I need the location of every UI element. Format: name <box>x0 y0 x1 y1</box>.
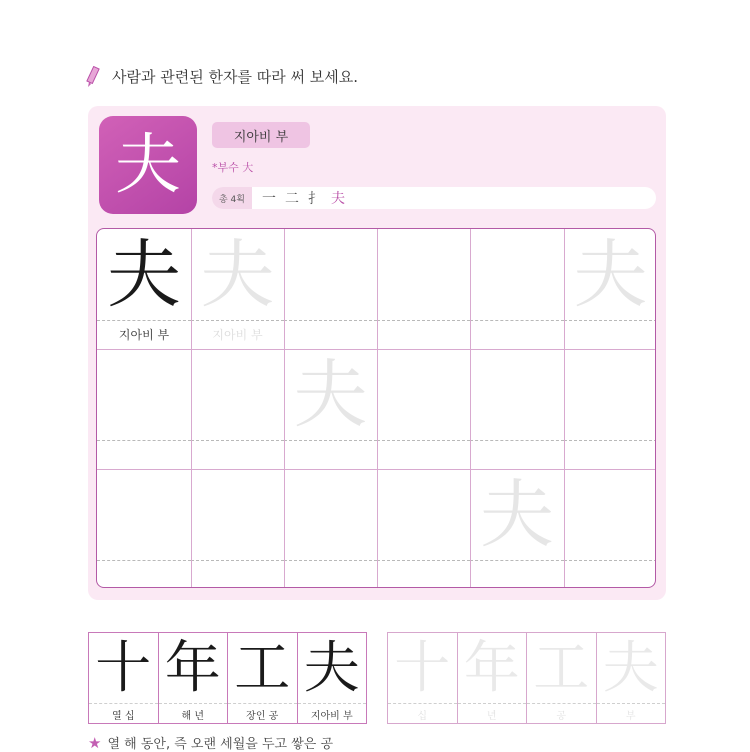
vocab-example-label: 열 십 <box>112 711 135 722</box>
vocab-example-cell <box>228 633 298 723</box>
grid-divider <box>97 469 655 470</box>
stroke-steps <box>262 188 345 208</box>
meaning-badge: 지아비 부 <box>212 122 310 148</box>
guide-line <box>159 703 228 704</box>
vocab-trace-char: 十 <box>394 636 451 701</box>
stroke-step: 二 <box>284 191 299 207</box>
practice-cell[interactable] <box>564 349 656 469</box>
guide-line <box>564 320 656 321</box>
vocab-example-char: 年 <box>164 636 221 701</box>
guide-line <box>564 560 656 561</box>
vocab-trace-label: 공 <box>556 711 567 722</box>
guide-line <box>97 440 191 441</box>
practice-cell[interactable] <box>377 469 470 588</box>
vocab-example-char: 工 <box>234 636 291 701</box>
guide-line <box>284 440 377 441</box>
guide-line <box>470 320 564 321</box>
guide-line <box>191 320 284 321</box>
guide-line <box>89 703 158 704</box>
practice-char: 夫 <box>200 232 275 318</box>
guide-line <box>298 703 367 704</box>
vocab-example-label: 해 년 <box>181 711 204 722</box>
guide-line <box>377 440 470 441</box>
practice-char: 夫 <box>573 232 648 318</box>
vocab-example-label: 장인 공 <box>246 711 279 722</box>
practice-cell[interactable] <box>564 229 656 349</box>
guide-line <box>458 703 527 704</box>
grid-divider <box>377 229 378 587</box>
practice-cell[interactable] <box>377 349 470 469</box>
vocab-example-cell <box>159 633 229 723</box>
practice-cell[interactable] <box>97 349 191 469</box>
guide-line <box>228 703 297 704</box>
practice-cell[interactable] <box>564 469 656 588</box>
practice-grid <box>96 228 656 588</box>
grid-divider <box>284 229 285 587</box>
practice-cell[interactable] <box>470 469 564 588</box>
vocab-trace-char: 年 <box>463 636 520 701</box>
grid-divider <box>97 349 655 350</box>
practice-cell[interactable] <box>191 349 284 469</box>
practice-label: 지아비 부 <box>118 328 170 342</box>
vocab-trace-cell[interactable] <box>527 633 597 723</box>
guide-line <box>97 320 191 321</box>
practice-cell[interactable] <box>284 349 377 469</box>
guide-line <box>597 703 666 704</box>
vocab-example-cell <box>89 633 159 723</box>
vocab-trace-char: 工 <box>533 636 590 701</box>
practice-cell[interactable] <box>191 469 284 588</box>
practice-char: 夫 <box>293 352 368 438</box>
guide-line <box>377 320 470 321</box>
stroke-order-bar <box>212 187 656 209</box>
radical-text: *부수 大 <box>212 161 254 174</box>
guide-line <box>191 440 284 441</box>
main-hanja: 夫 <box>99 116 197 214</box>
star-icon: ★ <box>88 733 102 752</box>
practice-cell[interactable] <box>97 229 191 349</box>
practice-char: 夫 <box>480 472 554 558</box>
stroke-count: 총 4획 <box>212 187 252 209</box>
practice-cell[interactable] <box>97 469 191 588</box>
guide-line <box>388 703 457 704</box>
practice-cell[interactable] <box>470 349 564 469</box>
stroke-step: 一 <box>261 191 276 207</box>
guide-line <box>97 560 191 561</box>
footnote <box>88 733 333 752</box>
grid-divider <box>191 229 192 587</box>
practice-label: 지아비 부 <box>212 328 263 342</box>
vocab-trace-label: 십 <box>417 711 428 722</box>
instruction <box>86 64 358 88</box>
practice-cell[interactable] <box>377 229 470 349</box>
vocab-trace-label: 부 <box>625 711 636 722</box>
guide-line <box>564 440 656 441</box>
vocab-trace-label: 년 <box>486 711 497 722</box>
vocab-trace-cell[interactable] <box>597 633 666 723</box>
guide-line <box>377 560 470 561</box>
guide-line <box>284 560 377 561</box>
vocab-example-label: 지아비 부 <box>310 711 353 722</box>
vocab-example-cell <box>298 633 367 723</box>
pencil-icon <box>86 64 106 88</box>
vocab-trace-box <box>387 632 666 724</box>
vocab-example-char: 十 <box>95 636 152 701</box>
grid-divider <box>470 229 471 587</box>
guide-line <box>527 703 596 704</box>
guide-line <box>191 560 284 561</box>
practice-cell[interactable] <box>284 469 377 588</box>
guide-line <box>470 560 564 561</box>
vocab-trace-char: 夫 <box>602 636 659 701</box>
vocab-example-box <box>88 632 367 724</box>
practice-cell[interactable] <box>284 229 377 349</box>
stroke-step: 夫 <box>330 191 345 207</box>
stroke-step: 扌 <box>307 191 322 207</box>
grid-divider <box>564 229 565 587</box>
guide-line <box>470 440 564 441</box>
instruction-text: 사람과 관련된 한자를 따라 써 보세요. <box>112 67 358 86</box>
vocab-example-char: 夫 <box>303 636 360 701</box>
guide-line <box>284 320 377 321</box>
vocab-trace-cell[interactable] <box>388 633 458 723</box>
vocab-trace-cell[interactable] <box>458 633 528 723</box>
practice-char: 夫 <box>107 232 181 318</box>
practice-cell[interactable] <box>191 229 284 349</box>
practice-cell[interactable] <box>470 229 564 349</box>
footnote-text: 열 해 동안, 즉 오랜 세월을 두고 쌓은 공 <box>107 737 334 752</box>
